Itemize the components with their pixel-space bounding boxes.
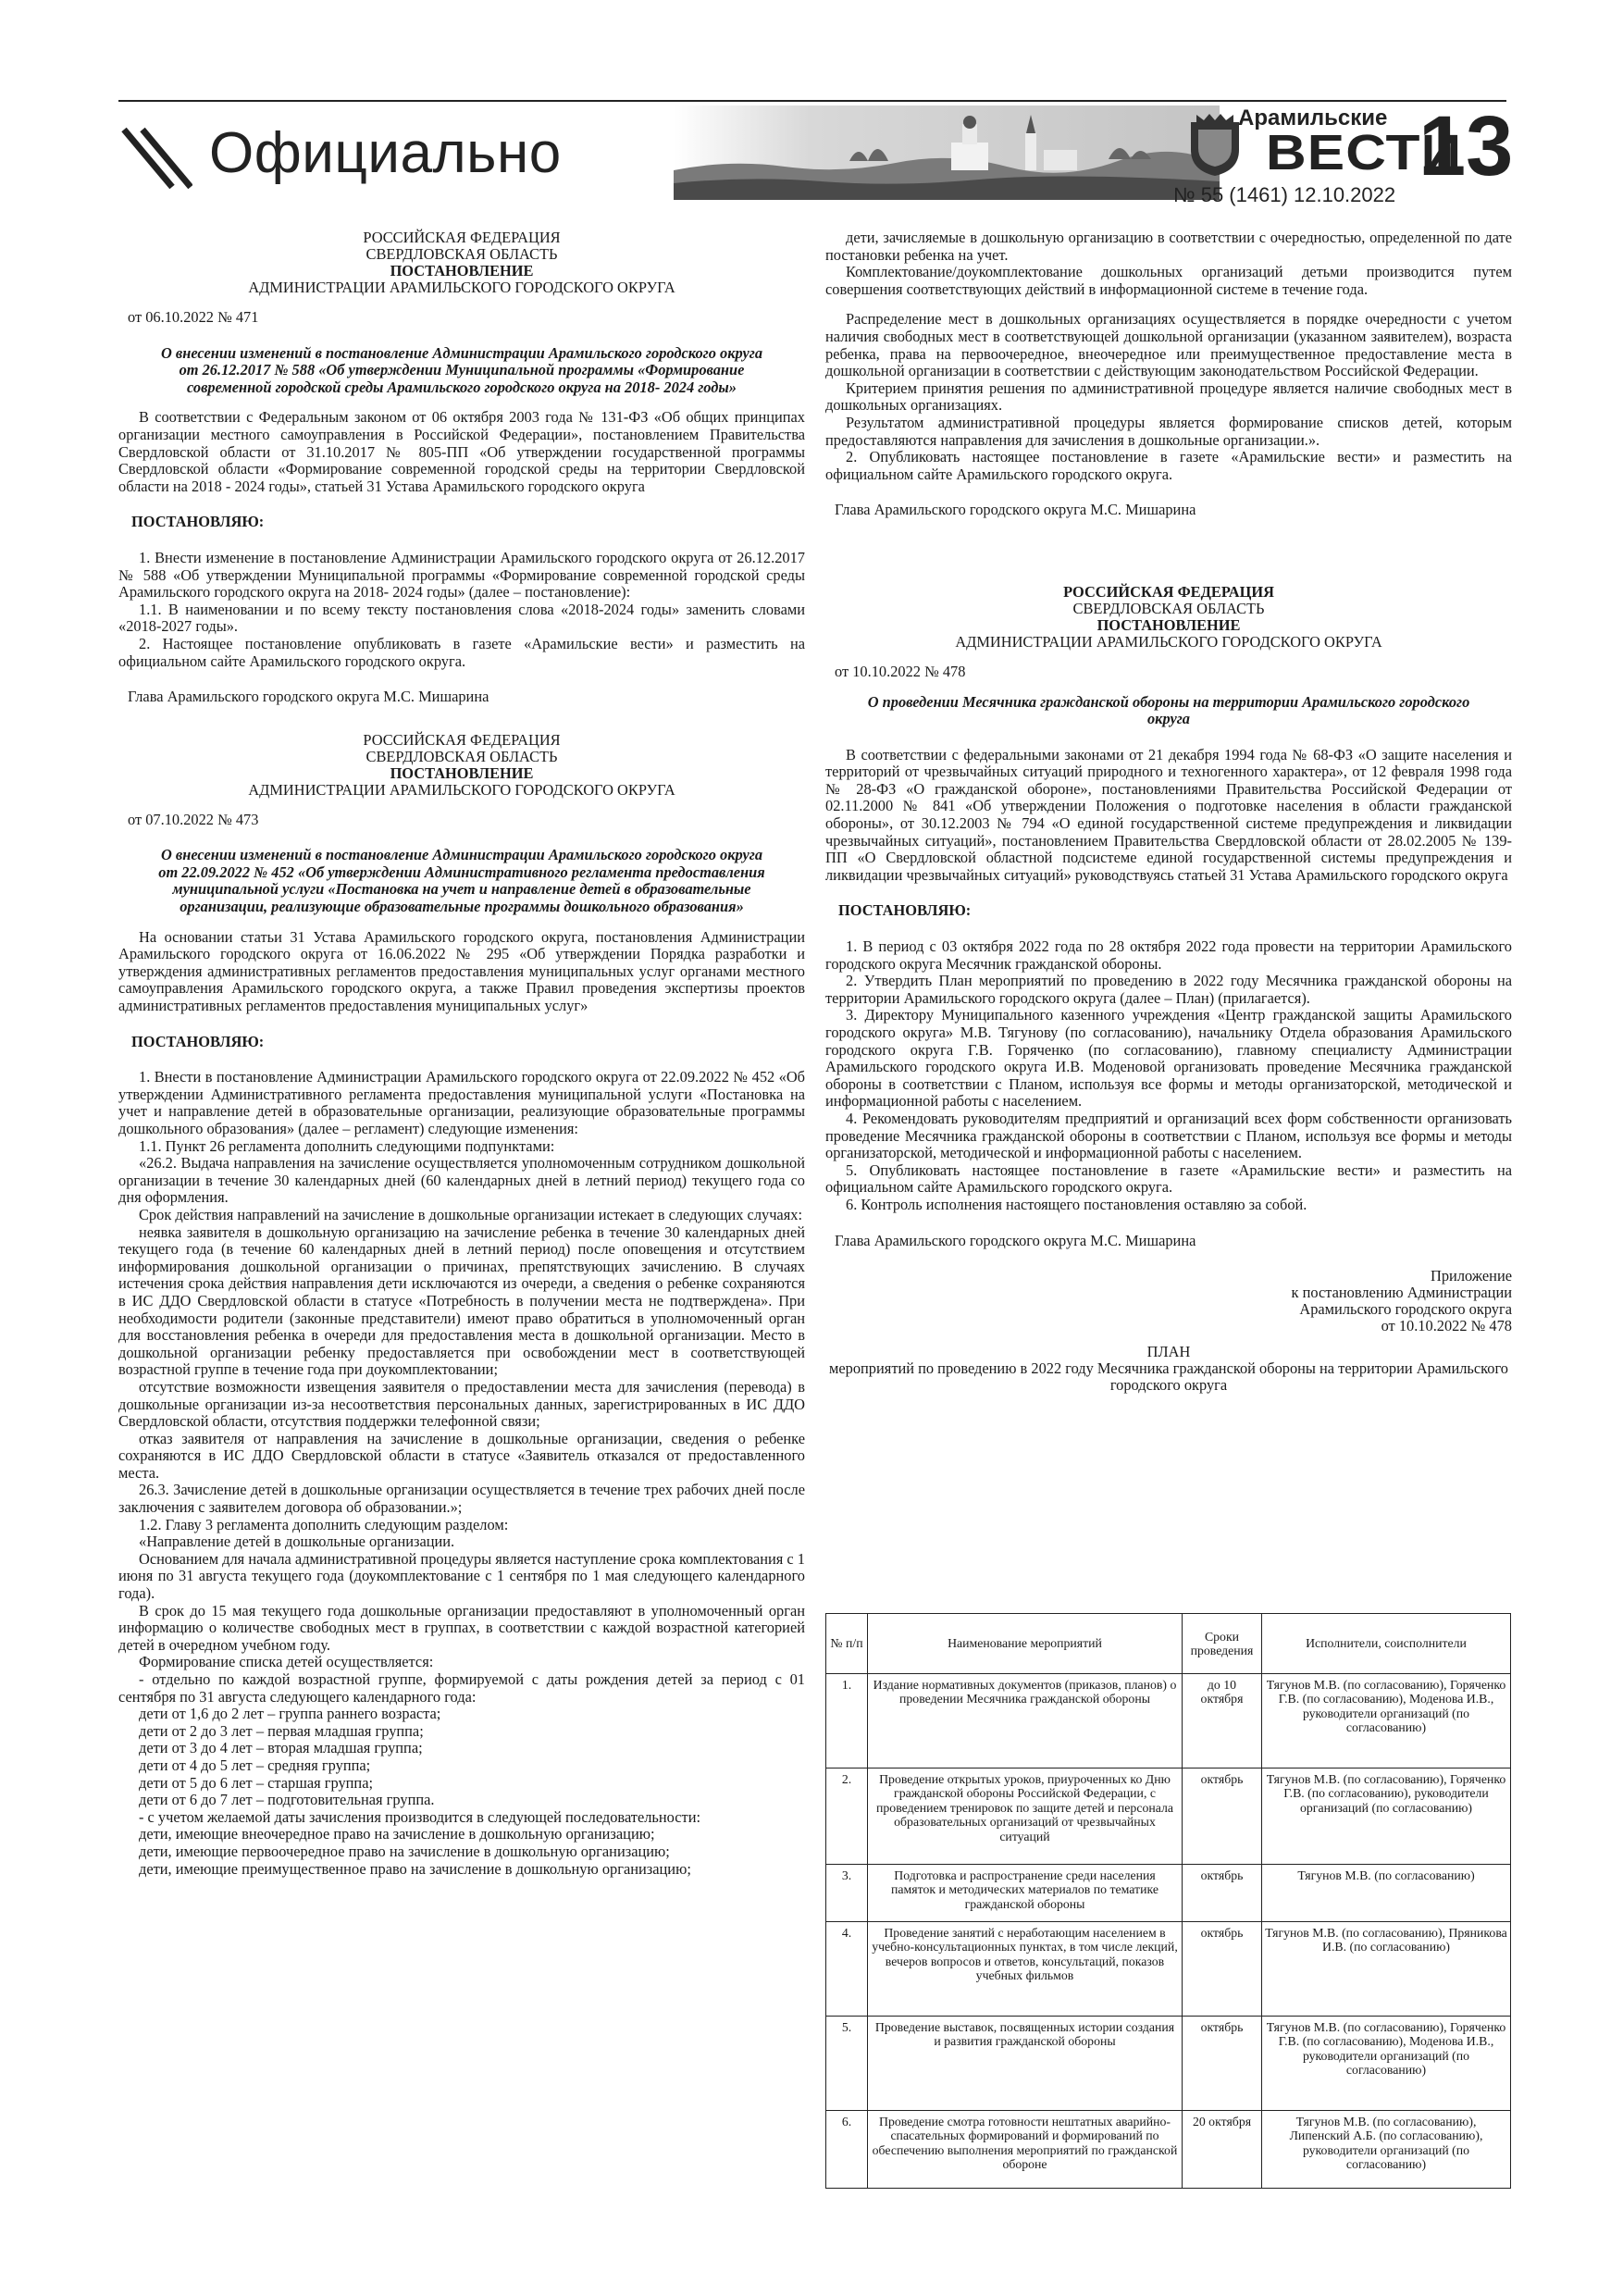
doc1-region: СВЕРДЛОВСКАЯ ОБЛАСТЬ [365,245,558,263]
doc1-type: ПОСТАНОВЛЕНИЕ [390,262,534,279]
appendix-label: Приложение [1431,1267,1512,1285]
doc2-paragraph: отсутствие возможности извещения заявителя о предоставлении места для зачисления (перевода) в дошкольные организации из-за несоответствия персональных данных, зарегистрированных в ИС ДДО Свердловской области, отсутствия поддержки телефонной связи; [118,1377,805,1431]
doc2-paragraph: 1.2. Главу 3 регламента дополнить следующим разделом: [139,1515,509,1533]
doc2-continued: Результатом административной процедуры является формирование списков детей, которым предоставляются направления для зачисления в дошкольные организации.». [825,413,1512,449]
doc2-authority: АДМИНИСТРАЦИИ АРАМИЛЬСКОГО ГОРОДСКОГО ОКРУГА [248,780,675,799]
doc1-preamble: В соответствии с Федеральным законом от 06 октября 2003 года № 131-ФЗ «Об общих принципах организации местного самоуправления в Российской Федерации», постановлением Правительства Свердловской области от 31.10.2017 № 805-ПП «Об утверждении государственной программы Свердловской области «Формирование современной городской среды на территории Свердловской области на 2018 - 2024 годы», статьей 31 Устава Арамильского городского округа [118,408,805,495]
table-cell: Тягунов М.В. (по согласованию), Липенский А.Б. (по согласованию), руководители организаций (по согласованию) [1262,2111,1511,2189]
doc2-paragraph: дети, имеющие внеочередное право на зачисление в дошкольную организацию; [139,1825,655,1843]
doc3-paragraph: 5. Опубликовать настоящее постановление в газете «Арамильские вести» и разместить на официальном сайте Арамильского городского округа. [825,1160,1512,1197]
doc2-continued: 2. Опубликовать настоящее постановление в газете «Арамильские вести» и разместить на официальном сайте Арамильского городского округа. [825,448,1512,483]
table-cell: октябрь [1183,1922,1262,2017]
table-row [826,2017,1511,2111]
table-cell: Проведение выставок, посвященных истории создания и развития гражданской обороны [868,2017,1183,2111]
table-cell: Подготовка и распространение среди населения памяток и методических материалов по тематике гражданской обороны [868,1865,1183,1922]
right-column [825,230,1512,1394]
doc3-paragraph: 6. Контроль исполнения настоящего постановления оставляю за собой. [846,1195,1307,1213]
table-cell: Издание нормативных документов (приказов, планов) о проведении Месячника гражданской обороны [868,1674,1183,1769]
doc2-paragraph: дети от 4 до 5 лет – средняя группа; [139,1756,371,1774]
table-cell: 3. [826,1865,868,1922]
doc3-authority: АДМИНИСТРАЦИИ АРАМИЛЬСКОГО ГОРОДСКОГО ОКРУГА [955,632,1382,651]
table-row [826,1865,1511,1922]
table-cell: Тягунов М.В. (по согласованию), Пряникова И.В. (по согласованию) [1262,1922,1511,2017]
table-cell: Проведение открытых уроков, приуроченных ко Дню гражданской обороны Российской Федерации, с проведением тренировок по защите детей и персонала образовательных организаций от чрезвычайных ситуаций [868,1769,1183,1865]
table-cell: 2. [826,1769,868,1865]
town-panorama-photo [674,105,1220,200]
doc2-title: О внесении изменений в постановление Администрации Арамильского городского округа от 22.09.2022 № 452 «Об утверждении Административного регламента предоставления муниципальной услуги «Постановка на учет и направление детей в образовательные организации, реализующие образовательные программы дошкольного образования» [158,846,765,916]
doc2-paragraph: дети от 3 до 4 лет – вторая младшая группа; [139,1739,423,1757]
doc2-continued: дети, зачисляемые в дошкольную организацию в соответствии с очередностью, определенной по дате постановки ребенка на учет. [825,229,1512,264]
table-cell: Тягунов М.В. (по согласованию), Горяченко Г.В. (по согласованию), руководители организаций (по согласованию) [1262,1769,1511,1865]
table-cell: октябрь [1183,1769,1262,1865]
doc2-paragraph: - отдельно по каждой возрастной группе, формируемой с даты рождения детей за период с 01 сентября по 31 августа следующего календарного года: [118,1670,805,1706]
table-row [826,1922,1511,2017]
appendix-authority: Арамильского городского округа [1299,1300,1512,1319]
table-cell: октябрь [1183,1865,1262,1922]
doc2-decree: ПОСТАНОВЛЯЮ: [131,1032,265,1050]
table-row [826,1674,1511,1769]
column-header: № п/п [826,1614,868,1674]
doc2-paragraph: Основанием для начала административной процедуры является наступление срока комплектования с 1 июня по 31 августа текущего года (доукомплектование с 1 сентября по 1 мая следующего календарного года). [118,1549,805,1603]
doc2-paragraph: В срок до 15 мая текущего года дошкольные организации предоставляют в уполномоченный орган информацию о количестве свободных мест в группах, в соответствии с каждой возрастной категорией детей в очередном учебном году. [118,1601,805,1654]
doc2-paragraph: дети от 2 до 3 лет – первая младшая группа; [139,1721,424,1740]
doc3-signature: Глава Арамильского городского округа М.С. Мишарина [835,1231,1196,1249]
doc2-region: СВЕРДЛОВСКАЯ ОБЛАСТЬ [365,747,558,765]
doc1-title: О внесении изменений в постановление Администрации Арамильского городского округа от 26.12.2017 № 588 «Об утверждении Муниципальной программы «Формирование современной городской среды Арамильского городского округа на 2018- 2024 годы» [160,343,763,396]
doc2-paragraph: дети, имеющие преимущественное право на зачисление в дошкольную организацию; [139,1859,691,1878]
logo-town: Арамильские [1238,105,1388,130]
section-title: Официально [209,121,562,185]
doc2-continued: Критерием принятия решения по административной процедуре является наличие свободных мест в дошкольных организациях. [825,379,1512,415]
doc2-continued: Комплектование/доукомплектование дошкольных организаций детьми производится путем совершения соответствующих действий в информационной системе в течение года. [825,263,1512,298]
doc1-item1: 1. Внести изменение в постановление Администрации Арамильского городского округа от 26.12.2017 № 588 «Об утверждении Муниципальной программы «Формирование современной городской среды Арамильского городского округа на 2018- 2024 годы» (далее – постановление): [118,548,805,602]
table-cell: 5. [826,2017,868,2111]
table-cell: Тягунов М.В. (по согласованию), Горяченко Г.В. (по согласованию), Моденова И.В., руководители организаций (по согласованию) [1262,2017,1511,2111]
doc2-country: РОССИЙСКАЯ ФЕДЕРАЦИЯ [363,730,561,749]
table-cell: октябрь [1183,2017,1262,2111]
appendix-date: от 10.10.2022 № 478 [1381,1317,1512,1335]
doc3-decree: ПОСТАНОВЛЯЮ: [838,901,972,920]
doc2-date: от 07.10.2022 № 473 [128,810,259,828]
table-row [826,1769,1511,1865]
doc2-paragraph: 1.1. Пункт 26 регламента дополнить следующими подпунктами: [139,1136,555,1155]
doc1-decree: ПОСТАНОВЛЯЮ: [131,513,265,531]
doc2-paragraph: дети от 1,6 до 2 лет – группа раннего возраста; [139,1705,441,1723]
doc3-paragraph: 3. Директору Муниципального казенного учреждения «Центр гражданской защиты Арамильского городского округа» М.В. Тягунову (по согласованию), начальнику Отдела образования Арамильского городского округа Г.В. Горяченко (по согласованию), главному специалисту Администрации Арамильского городского округа И.В. Моденовой организовать проведение Месячника гражданской обороны в соответствии с Планом, используя все формы и методы организаторской, методической и информационной работы с населением. [825,1006,1512,1111]
table-cell: до 10 октября [1183,1674,1262,1769]
town-emblem-icon [1187,113,1243,178]
doc3-paragraph: 1. В период с 03 октября 2022 года по 28 октября 2022 года провести на территории Арамильского городского округа Месячник гражданской обороны. [825,937,1512,973]
doc3-title: О проведении Месячника гражданской обороны на территории Арамильского городского округа [867,692,1470,728]
doc2-continued: Распределение мест в дошкольных организациях осуществляется в порядке очередности с учетом наличия свободных мест в соответствующей дошкольной организации (указанном заявителем), возраста ребенка, права на первоочередное, внеочередное или преимущественное предоставление места в дошкольной организации в соответствии с действующим законодательством Российской Федерации. [825,310,1512,380]
doc2-paragraph: 26.3. Зачисление детей в дошкольные организации осуществляется в течение трех рабочих дней после заключения с заявителем договора об образовании.»; [118,1481,805,1517]
table-cell: 6. [826,2111,868,2189]
plan-table [825,1613,1511,2189]
column-header: Наименование мероприятий [868,1614,1183,1674]
doc2-paragraph: дети, имеющие первоочередное право на зачисление в дошкольную организацию; [139,1842,670,1860]
doc3-date: от 10.10.2022 № 478 [835,662,966,680]
doc1-date: от 06.10.2022 № 471 [128,308,259,326]
logo-word: ВЕСТИ [1266,125,1463,180]
issue-info: № 55 (1461) 12.10.2022 [1173,183,1396,206]
doc2-paragraph: Формирование списка детей осуществляется: [139,1653,434,1671]
doc2-paragraph: отказ заявителя от направления на зачисление в дошкольные организации, сведения о ребенке сохраняются в ИС ДДО Свердловской области в статусе «Заявитель отказался от предоставленного места. [118,1429,805,1482]
column-header: Сроки проведения [1183,1614,1262,1674]
doc3-region: СВЕРДЛОВСКАЯ ОБЛАСТЬ [1072,599,1265,617]
doc2-body [118,1069,805,1878]
page-header [118,93,1514,218]
page-number: 13 [1419,99,1514,193]
doc2-paragraph: «Направление детей в дошкольные организации. [139,1533,455,1551]
doc1-item2: 2. Настоящее постановление опубликовать в газете «Арамильские вести» и разместить на официальном сайте Арамильского городского округа. [118,634,805,670]
table-cell: 20 октября [1183,2111,1262,2189]
doc2-paragraph: дети от 5 до 6 лет – старшая группа; [139,1773,374,1792]
doc2-signature: Глава Арамильского городского округа М.С. Мишарина [835,501,1196,519]
doc3-preamble: В соответствии с федеральными законами от 21 декабря 1994 года № 68-ФЗ «О защите населения и территорий от чрезвычайных ситуаций природного и техногенного характера», от 12 февраля 1998 года № 28-ФЗ «О гражданской обороне», постановлениями Правительства Российской Федерации от 02.11.2000 № 841 «Об утверждении Положения о подготовке населения в области гражданской обороны», от 30.12.2003 № 794 «О единой государственной системе предупреждения и ликвидации чрезвычайных ситуаций», постановлением Правительства Свердловской области от 28.02.2005 № 139-ПП «О Свердловской областной подсистеме единой государственной системы предупреждения и ликвидации чрезвычайных ситуаций» руководствуясь статьей 31 Устава Арамильского городского округа [825,745,1512,884]
plan-subheading: мероприятий по проведению в 2022 году Месячника гражданской обороны на территории Арамильского городского округа [829,1359,1508,1395]
column-header: Исполнители, соисполнители [1262,1614,1511,1674]
table-row [826,2111,1511,2189]
header-rule [118,100,1506,102]
table-cell: Проведение смотра готовности нештатных аварийно-спасательных формирований и формирований по обеспечению выполнения мероприятий по гражданской обороне [868,2111,1183,2189]
appendix-ref: к постановлению Администрации [1291,1284,1512,1302]
doc1-authority: АДМИНИСТРАЦИИ АРАМИЛЬСКОГО ГОРОДСКОГО ОКРУГА [248,279,675,296]
doc2-type: ПОСТАНОВЛЕНИЕ [390,763,534,782]
table-cell: Проведение занятий с неработающим населением в учебно-консультационных пунктах, в том числе лекций, вечеров вопросов и ответов, консультаций, показов учебных фильмов [868,1922,1183,2017]
table-cell: 4. [826,1922,868,2017]
doc2-preamble: На основании статьи 31 Устава Арамильского городского округа, постановления Администрации Арамильского городского округа от 16.06.2022 № 295 «Об утверждении Порядка разработки и утверждения административных регламентов предоставления муниципальных услуг органами местного самоуправления Арамильского городского округа, а также Правил проведения экспертизы проектов административных регламентов предоставления муниципальных услуг» [118,927,805,1015]
table-cell: Тягунов М.В. (по согласованию), Горяченко Г.В. (по согласованию), Моденова И.В., руководители организаций (по согласованию) [1262,1674,1511,1769]
doc3-type: ПОСТАНОВЛЕНИЕ [1096,615,1241,634]
doc1-signature: Глава Арамильского городского округа М.С. Мишарина [128,688,489,706]
table-header-row [826,1614,1511,1674]
doc2-paragraph: неявка заявителя в дошкольную организацию на зачисление ребенка в течение 30 календарных дней текущего года (в течение 60 календарных дней в летний период) после оповещения и отсутствием информирования дошкольной организации о причинах, препятствующих зачислению. В случаях истечения срока действия направления дети исключаются из очереди, а сведения о ребенке сохраняются в ИС ДДО Свердловской области в статусе «Потребность в получении места не подтверждена». При необходимости родители (законные представители) имеют право обратиться в уполномоченный орган для восстановления ребенка в очереди для предоставления места в дошкольной организации. Место в дошкольной организации ребенку предоставляется при освобождении мест в соответствующей возрастной группе в течение года при доукомплектовании; [118,1222,805,1379]
doc2-paragraph: «26.2. Выдача направления на зачисление осуществляется уполномоченным сотрудником дошкольной организации в течение 30 календарных дней (60 календарных дней в летний период) текущего года со дня оформления. [118,1154,805,1207]
doc2-paragraph: Срок действия направлений на зачисление в дошкольные организации истекает в следующих случаях: [139,1205,803,1223]
doc3-country: РОССИЙСКАЯ ФЕДЕРАЦИЯ [1063,582,1274,601]
doc1-country: РОССИЙСКАЯ ФЕДЕРАЦИЯ [363,229,561,246]
doc3-paragraph: 2. Утвердить План мероприятий по проведению в 2022 году Месячника гражданской обороны на территории Арамильского городского округа (далее – План) (прилагается). [825,972,1512,1007]
doc3-paragraph: 4. Рекомендовать руководителям предприятий и организаций всех форм собственности организовать проведение Месячника гражданской обороны в соответствии с Планом, используя все формы и методы организаторской, методической и информационной работы с населением. [825,1109,1512,1162]
doc1-item11: 1.1. В наименовании и по всему тексту постановления слова «2018-2024 годы» заменить словами «2018-2027 годы». [118,600,805,636]
doc2-paragraph: 1. Внести в постановление Администрации Арамильского городского округа от 22.09.2022 № 452 «Об утверждении Административного регламента предоставления муниципальной услуги «Постановка на учет и направление детей в образовательные организации, реализующие образовательные программы дошкольного образования» (далее – регламент) следующие изменения: [118,1068,805,1137]
slashes-icon [118,126,192,191]
table-cell: 1. [826,1674,868,1769]
plan-heading: ПЛАН [1146,1343,1191,1361]
table-cell: Тягунов М.В. (по согласованию) [1262,1865,1511,1922]
left-column [118,230,805,1878]
doc2-paragraph: дети от 6 до 7 лет – подготовительная группа. [139,1791,435,1809]
doc2-paragraph: - с учетом желаемой даты зачисления производится в следующей последовательности: [139,1807,701,1826]
